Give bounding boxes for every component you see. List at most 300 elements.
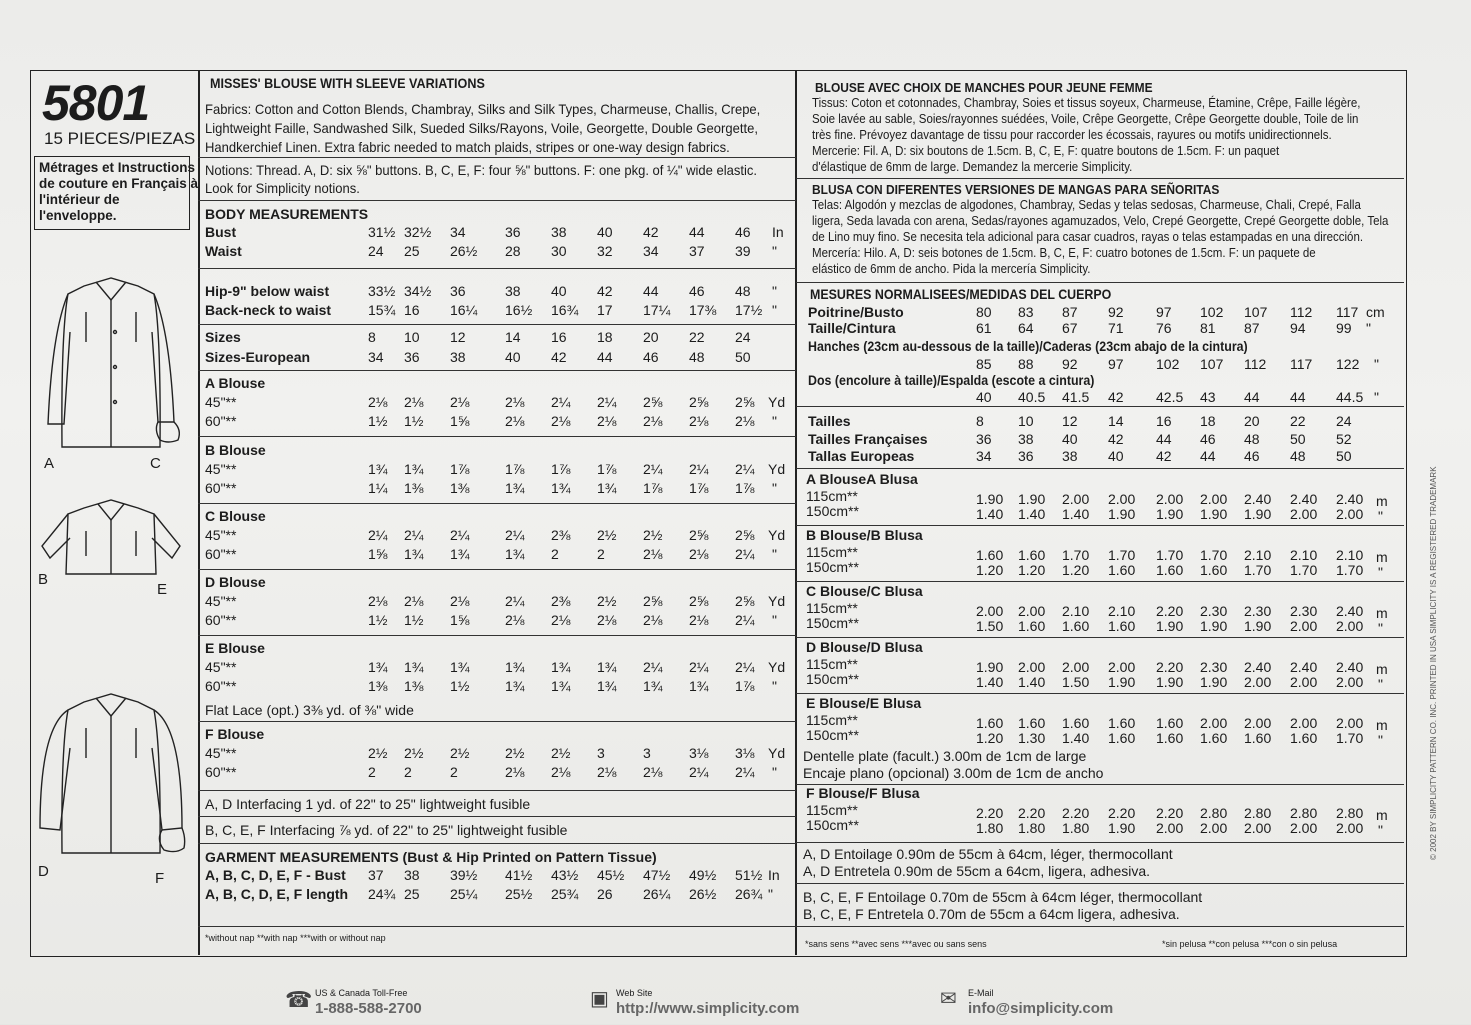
yardage-value: 2¼ <box>643 659 663 675</box>
blusa-name: B Blouse/B Blusa <box>806 527 923 543</box>
metric-value: 83 <box>1018 304 1034 320</box>
measure-value: 42 <box>551 349 567 365</box>
yardage-value: 1½ <box>368 612 388 628</box>
metric-heading: MESURES NORMALISEES/MEDIDAS DEL CUERPO <box>810 287 1112 302</box>
measure-label: Back-neck to waist <box>205 302 332 318</box>
metric-value: 40.5 <box>1018 389 1046 405</box>
size-value: 52 <box>1336 431 1352 447</box>
yardage-value: 1¾ <box>450 546 470 562</box>
flat-lace-text: Flat Lace (opt.) 3⅜ yd. of ⅜" wide <box>205 702 414 718</box>
fabric-width: 45"** <box>205 394 237 410</box>
yardage-value: 3 <box>597 745 605 761</box>
metric-yardage: 2.10 <box>1244 547 1272 563</box>
metric-yardage: 2.00 <box>1018 659 1046 675</box>
yardage-value: 2¼ <box>689 461 709 477</box>
rule <box>198 569 796 570</box>
yardage-value: 1½ <box>368 413 388 429</box>
blouse-name: A Blouse <box>205 375 266 391</box>
yardage-value: 2¼ <box>689 659 709 675</box>
spanish-merceria-line: elástico de 6mm de ancho. Pida la mercería Simplicity. <box>812 262 1091 276</box>
web-url[interactable]: http://www.simplicity.com <box>616 1000 800 1017</box>
blusa-name: A BlouseA Blusa <box>806 471 918 487</box>
measure-value: 38 <box>450 349 466 365</box>
yardage-value: 2 <box>597 546 605 562</box>
yardage-value: 2⅛ <box>551 413 571 429</box>
measure-value: 17¼ <box>643 302 671 318</box>
rule <box>796 842 1404 843</box>
metric-value: 99 <box>1336 320 1352 336</box>
size-value: 50 <box>1290 431 1306 447</box>
metric-yardage: 1.60 <box>1018 547 1046 563</box>
measure-value: 32½ <box>404 224 432 240</box>
metric-yardage: 1.50 <box>1062 674 1090 690</box>
fabric-width: 60"** <box>205 612 237 628</box>
yardage-value: 1¾ <box>505 678 525 694</box>
fabric-width: 115cm** <box>806 656 858 672</box>
garment-value: 49½ <box>689 867 717 883</box>
view-label-b: B <box>38 571 49 588</box>
size-value: 36 <box>1018 448 1034 464</box>
garment-value: 41½ <box>505 867 533 883</box>
measure-value: 10 <box>404 329 420 345</box>
yardage-value: 2¼ <box>597 394 617 410</box>
metric-yardage: 2.00 <box>1108 491 1136 507</box>
measure-value: 32 <box>597 243 613 259</box>
french-footnote: *sans sens **avec sens ***avec ou sans sens <box>805 939 987 949</box>
rule <box>796 693 1404 694</box>
metric-yardage: 1.40 <box>976 674 1004 690</box>
yardage-value: 2⅛ <box>404 593 424 609</box>
rule <box>198 436 796 437</box>
measure-value: 36 <box>404 349 420 365</box>
metric-value: 97 <box>1108 356 1124 372</box>
metric-yardage: 1.90 <box>976 659 1004 675</box>
fabric-width: 60"** <box>205 546 237 562</box>
blusa-name: D Blouse/D Blusa <box>806 639 923 655</box>
unit-label: " <box>1378 676 1383 692</box>
unit-label: " <box>772 764 777 780</box>
unit-label: cm <box>1366 304 1385 320</box>
web-label: Web Site <box>616 988 653 998</box>
rule <box>198 721 796 722</box>
metric-yardage: 1.90 <box>1156 506 1184 522</box>
metric-value: 44 <box>1290 389 1306 405</box>
garment-value: 45½ <box>597 867 625 883</box>
yardage-value: 2 <box>404 764 412 780</box>
rule <box>198 816 796 817</box>
yardage-value: 2⅛ <box>368 394 388 410</box>
copyright-side-text: © 2002 BY SIMPLICITY PATTERN CO. INC. PRINTED IN USA SIMPLICITY IS A REGISTERED TRADEMARK <box>1429 466 1438 860</box>
measure-value: 31½ <box>368 224 396 240</box>
entoilage-ad: A, D Entoilage 0.90m de 55cm à 64cm, léger, thermocollant <box>803 846 1173 862</box>
measure-value: 16 <box>404 302 420 318</box>
yardage-value: 2¼ <box>505 593 525 609</box>
measure-value: 8 <box>368 329 376 345</box>
rule <box>796 581 1404 582</box>
size-value: 18 <box>1200 413 1216 429</box>
metric-value: 122 <box>1336 356 1360 372</box>
rule <box>198 635 796 636</box>
size-value: 44 <box>1156 431 1172 447</box>
measure-value: 25 <box>404 243 420 259</box>
metric-yardage: 2.00 <box>976 603 1004 619</box>
english-notions-line: Notions: Thread. A, D: six ⅝" buttons. B, C, E, F: four ⅝" buttons. F: one pkg. of ¼" wide elastic. <box>205 162 758 178</box>
yardage-value: 1⅞ <box>597 461 617 477</box>
phone-number[interactable]: 1-888-588-2700 <box>315 1000 422 1017</box>
mail-icon: ✉ <box>940 988 957 1010</box>
unit-label: Yd <box>768 461 786 477</box>
garment-value: 39½ <box>450 867 478 883</box>
metric-yardage: 1.20 <box>1018 562 1046 578</box>
body-measurements-heading: BODY MEASUREMENTS <box>205 206 369 222</box>
dos-label: Dos (encolure à taille)/Espalda (escote a cintura) <box>808 373 1095 388</box>
unit-label: " <box>772 612 777 628</box>
fabric-width: 45"** <box>205 593 237 609</box>
garment-value: 25¼ <box>450 886 478 902</box>
yardage-value: 2⅝ <box>735 394 755 410</box>
french-instructions-box <box>34 156 199 230</box>
yardage-value: 2⅛ <box>404 394 424 410</box>
yardage-value: 2¼ <box>368 527 388 543</box>
yardage-value: 2⅛ <box>597 764 617 780</box>
fabric-width: 45"** <box>205 745 237 761</box>
yardage-value: 1⅜ <box>404 678 424 694</box>
metric-label: Poitrine/Busto <box>808 304 904 320</box>
french-tissus-line: Tissus: Coton et cotonnades, Chambray, Soies et tissus soyeux, Charmeuse, Étamine, Crêpe, Faille légère, <box>812 96 1361 110</box>
size-value: 38 <box>1018 431 1034 447</box>
yardage-value: 1½ <box>450 678 470 694</box>
measure-value: 20 <box>643 329 659 345</box>
french-note-line: Métrages et Instructions <box>39 160 196 175</box>
metric-yardage: 1.70 <box>1290 562 1318 578</box>
measure-value: 17⅜ <box>689 302 717 318</box>
unit-label: " <box>772 413 777 429</box>
yardage-value: 2½ <box>597 527 617 543</box>
metric-yardage: 2.40 <box>1336 603 1364 619</box>
metric-yardage: 1.70 <box>1336 730 1364 746</box>
yardage-value: 3⅛ <box>735 745 755 761</box>
garment-value: 26 <box>597 886 613 902</box>
yardage-value: 2⅛ <box>505 413 525 429</box>
metric-yardage: 1.70 <box>1062 547 1090 563</box>
garment-value: 38 <box>404 867 420 883</box>
metric-yardage: 2.40 <box>1290 659 1318 675</box>
metric-yardage: 2.00 <box>1336 820 1364 836</box>
rule <box>198 157 796 158</box>
metric-value: 107 <box>1200 356 1224 372</box>
metric-yardage: 2.20 <box>976 805 1004 821</box>
yardage-value: 2½ <box>551 745 571 761</box>
fabric-width: 150cm** <box>806 503 859 519</box>
metric-value: 94 <box>1290 320 1306 336</box>
metric-yardage: 2.40 <box>1290 491 1318 507</box>
yardage-value: 2⅛ <box>689 413 709 429</box>
metric-value: 92 <box>1062 356 1078 372</box>
size-label: Tailles <box>808 413 851 429</box>
metric-value: 85 <box>976 356 992 372</box>
yardage-value: 1¾ <box>368 461 388 477</box>
metric-yardage: 2.40 <box>1336 659 1364 675</box>
yardage-value: 2⅛ <box>643 546 663 562</box>
yardage-value: 1⅞ <box>689 480 709 496</box>
yardage-value: 1⅜ <box>450 480 470 496</box>
metric-yardage: 2.00 <box>1062 659 1090 675</box>
measure-value: 14 <box>505 329 521 345</box>
metric-yardage: 2.80 <box>1336 805 1364 821</box>
metric-yardage: 1.40 <box>1018 506 1046 522</box>
unit-label: Yd <box>768 745 786 761</box>
fabric-width: 60"** <box>205 764 237 780</box>
size-value: 48 <box>1290 448 1306 464</box>
metric-yardage: 1.90 <box>976 491 1004 507</box>
unit-label: m <box>1376 661 1388 677</box>
yardage-value: 2⅜ <box>551 593 571 609</box>
metric-yardage: 2.80 <box>1290 805 1318 821</box>
unit-label: " <box>1374 389 1379 405</box>
metric-yardage: 1.90 <box>1200 618 1228 634</box>
hanches-label: Hanches (23cm au-dessous de la taille)/Caderas (23cm abajo de la cintura) <box>808 339 1248 354</box>
dentelle-text: Dentelle plate (facult.) 3.00m de 1cm de large <box>803 748 1087 764</box>
yardage-value: 1⅞ <box>643 480 663 496</box>
phone-icon: ☎ <box>285 987 313 1012</box>
yardage-value: 1¾ <box>404 659 424 675</box>
measure-value: 26½ <box>450 243 478 259</box>
left-column-divider <box>198 70 200 955</box>
metric-yardage: 1.80 <box>1062 820 1090 836</box>
english-title: MISSES' BLOUSE WITH SLEEVE VARIATIONS <box>210 75 485 91</box>
yardage-value: 2⅝ <box>643 593 663 609</box>
metric-yardage: 1.20 <box>1062 562 1090 578</box>
fabric-width: 45"** <box>205 659 237 675</box>
rule <box>796 282 1404 283</box>
fabric-width: 115cm** <box>806 712 858 728</box>
size-value: 48 <box>1244 431 1260 447</box>
yardage-value: 2¼ <box>735 612 755 628</box>
metric-yardage: 1.60 <box>1108 730 1136 746</box>
yardage-value: 1¾ <box>404 546 424 562</box>
measure-value: 28 <box>505 243 521 259</box>
metric-value: 117 <box>1336 304 1359 320</box>
metric-yardage: 1.40 <box>1062 730 1090 746</box>
unit-label: In <box>772 224 784 240</box>
french-mercerie-line: d'élastique de 6mm de large. Demandez la mercerie Simplicity. <box>812 160 1133 174</box>
view-d-f-illustration <box>36 688 186 858</box>
metric-yardage: 1.30 <box>1018 730 1046 746</box>
size-value: 24 <box>1336 413 1352 429</box>
measure-value: 46 <box>643 349 659 365</box>
yardage-value: 2⅛ <box>597 612 617 628</box>
french-note-line: de couture en Français à <box>39 176 199 191</box>
metric-yardage: 2.00 <box>1200 715 1228 731</box>
measure-value: 42 <box>597 283 613 299</box>
measure-label: Sizes <box>205 329 241 345</box>
metric-yardage: 1.90 <box>1156 618 1184 634</box>
french-title: BLOUSE AVEC CHOIX DE MANCHES POUR JEUNE FEMME <box>815 80 1153 95</box>
fabric-width: 115cm** <box>806 544 858 560</box>
yardage-value: 2⅛ <box>551 612 571 628</box>
unit-label: m <box>1376 493 1388 509</box>
metric-yardage: 2.20 <box>1062 805 1090 821</box>
unit-label: " <box>772 546 777 562</box>
fabric-width: 150cm** <box>806 817 859 833</box>
measure-value: 16¾ <box>551 302 579 318</box>
metric-yardage: 2.00 <box>1244 820 1272 836</box>
size-value: 46 <box>1244 448 1260 464</box>
metric-yardage: 2.80 <box>1244 805 1272 821</box>
metric-value: 112 <box>1244 356 1267 372</box>
fr-footnote-rule <box>796 926 1404 927</box>
measure-value: 30 <box>551 243 567 259</box>
fabric-width: 115cm** <box>806 802 858 818</box>
unit-label: m <box>1376 605 1388 621</box>
yardage-value: 1⅞ <box>735 480 755 496</box>
metric-yardage: 2.00 <box>1336 715 1364 731</box>
yardage-value: 2⅛ <box>643 764 663 780</box>
yardage-value: 2⅛ <box>505 612 525 628</box>
metric-value: 107 <box>1244 304 1268 320</box>
fabric-width: 150cm** <box>806 615 859 631</box>
spanish-merceria-line: Mercería: Hilo. A, D: seis botones de 1.5cm. B, C, E, F: cuatro botones de 1.5cm. F: un paquete de <box>812 246 1316 260</box>
metric-yardage: 1.60 <box>1156 730 1184 746</box>
size-value: 12 <box>1062 413 1078 429</box>
yardage-value: 1¾ <box>505 480 525 496</box>
pattern-number: 5801 <box>42 75 150 131</box>
metric-value: 87 <box>1062 304 1078 320</box>
unit-label: m <box>1376 717 1388 733</box>
metric-yardage: 2.20 <box>1156 805 1184 821</box>
measure-value: 42 <box>643 224 659 240</box>
metric-value: 112 <box>1290 304 1313 320</box>
yardage-value: 1¾ <box>505 546 525 562</box>
metric-yardage: 1.60 <box>1290 730 1318 746</box>
fabric-width: 60"** <box>205 413 237 429</box>
metric-yardage: 2.20 <box>1156 659 1184 675</box>
yardage-value: 2⅝ <box>643 394 663 410</box>
mail-address[interactable]: info@simplicity.com <box>968 1000 1114 1017</box>
metric-yardage: 2.80 <box>1200 805 1228 821</box>
yardage-value: 2½ <box>597 593 617 609</box>
unit-label: " <box>1378 508 1383 524</box>
yardage-value: 2½ <box>404 745 424 761</box>
garment-value: 25¾ <box>551 886 579 902</box>
metric-value: 102 <box>1156 356 1180 372</box>
yardage-value: 2⅛ <box>505 394 525 410</box>
yardage-value: 1⅞ <box>735 678 755 694</box>
metric-yardage: 2.00 <box>1290 674 1318 690</box>
yardage-value: 1½ <box>404 612 424 628</box>
metric-yardage: 2.30 <box>1200 659 1228 675</box>
garment-value: 43½ <box>551 867 579 883</box>
measure-value: 44 <box>643 283 659 299</box>
view-label-e: E <box>157 581 168 598</box>
measure-value: 16¼ <box>450 302 478 318</box>
measure-label: Sizes-European <box>205 349 311 365</box>
metric-value: 81 <box>1200 320 1216 336</box>
yardage-value: 2¼ <box>643 461 663 477</box>
metric-yardage: 2.10 <box>1062 603 1090 619</box>
yardage-value: 1⅝ <box>368 546 388 562</box>
yardage-value: 2 <box>450 764 458 780</box>
unit-label: " <box>1374 356 1379 372</box>
metric-yardage: 1.60 <box>1108 618 1136 634</box>
blusa-name: F Blouse/F Blusa <box>806 785 920 801</box>
metric-yardage: 1.60 <box>1244 730 1272 746</box>
metric-yardage: 2.30 <box>1244 603 1272 619</box>
unit-label: " <box>772 283 777 299</box>
metric-yardage: 1.90 <box>1108 506 1136 522</box>
metric-yardage: 2.00 <box>1108 659 1136 675</box>
yardage-value: 2¼ <box>404 527 424 543</box>
spanish-title: BLUSA CON DIFERENTES VERSIONES DE MANGAS PARA SEÑORITAS <box>812 182 1220 197</box>
unit-label: " <box>1378 732 1383 748</box>
yardage-value: 2⅛ <box>643 612 663 628</box>
metric-yardage: 1.90 <box>1156 674 1184 690</box>
yardage-value: 1⅞ <box>551 461 571 477</box>
measure-value: 46 <box>735 224 751 240</box>
spanish-telas-line: ligera, Seda lavada con arena, Sedas/rayones agamuzados, Velo, Crepé Georgette, Crepé Georgette doble, Tela <box>812 214 1389 228</box>
yardage-value: 2 <box>551 546 559 562</box>
yardage-value: 2½ <box>450 745 470 761</box>
rule <box>796 406 1404 407</box>
size-value: 36 <box>976 431 992 447</box>
metric-yardage: 1.60 <box>1108 715 1136 731</box>
metric-yardage: 1.90 <box>1200 674 1228 690</box>
yardage-value: 2⅛ <box>551 764 571 780</box>
encaje-text: Encaje plano (opcional) 3.00m de 1cm de ancho <box>803 765 1104 781</box>
metric-yardage: 1.80 <box>976 820 1004 836</box>
size-value: 16 <box>1156 413 1172 429</box>
metric-yardage: 1.40 <box>1018 674 1046 690</box>
garment-value: 26¼ <box>643 886 671 902</box>
unit-label: " <box>1378 564 1383 580</box>
english-fabrics-line: Lightweight Faille, Sandwashed Silk, Sueded Silks/Rayons, Voile, Georgette, Double Georgette, <box>205 120 758 136</box>
fabric-width: 115cm** <box>806 488 858 504</box>
measure-value: 17½ <box>735 302 763 318</box>
yardage-value: 1⅝ <box>450 413 470 429</box>
measure-label: Bust <box>205 224 237 240</box>
unit-label: " <box>772 302 777 318</box>
metric-yardage: 1.70 <box>1156 547 1184 563</box>
unit-label: " <box>1378 822 1383 838</box>
metric-yardage: 2.00 <box>1290 618 1318 634</box>
fabric-width: 45"** <box>205 461 237 477</box>
metric-value: 44 <box>1244 389 1260 405</box>
yardage-value: 1¾ <box>505 659 525 675</box>
garment-label: A, B, C, D, E, F - Bust <box>205 867 346 883</box>
measure-value: 39 <box>735 243 751 259</box>
metric-yardage: 2.00 <box>1336 506 1364 522</box>
yardage-value: 2½ <box>505 745 525 761</box>
yardage-value: 1¾ <box>597 678 617 694</box>
fabric-width: 60"** <box>205 480 237 496</box>
metric-yardage: 1.70 <box>1200 547 1228 563</box>
size-value: 40 <box>1108 448 1124 464</box>
metric-yardage: 2.20 <box>1156 603 1184 619</box>
metric-yardage: 1.90 <box>1108 674 1136 690</box>
spanish-telas-line: Telas: Algodón y mezclas de algodones, Chambray, Sedas y telas sedosas, Charmeuse, Chali, Crepé, Falla <box>812 198 1361 212</box>
metric-value: 117 <box>1290 356 1313 372</box>
metric-yardage: 2.00 <box>1062 491 1090 507</box>
metric-yardage: 1.20 <box>976 562 1004 578</box>
view-label-a: A <box>44 455 55 472</box>
unit-label: " <box>1366 320 1371 336</box>
metric-yardage: 2.10 <box>1336 547 1364 563</box>
size-label: Tallas Europeas <box>808 448 915 464</box>
metric-value: 67 <box>1062 320 1078 336</box>
measure-value: 18 <box>597 329 613 345</box>
yardage-value: 2⅜ <box>551 527 571 543</box>
yardage-value: 2⅝ <box>735 593 755 609</box>
